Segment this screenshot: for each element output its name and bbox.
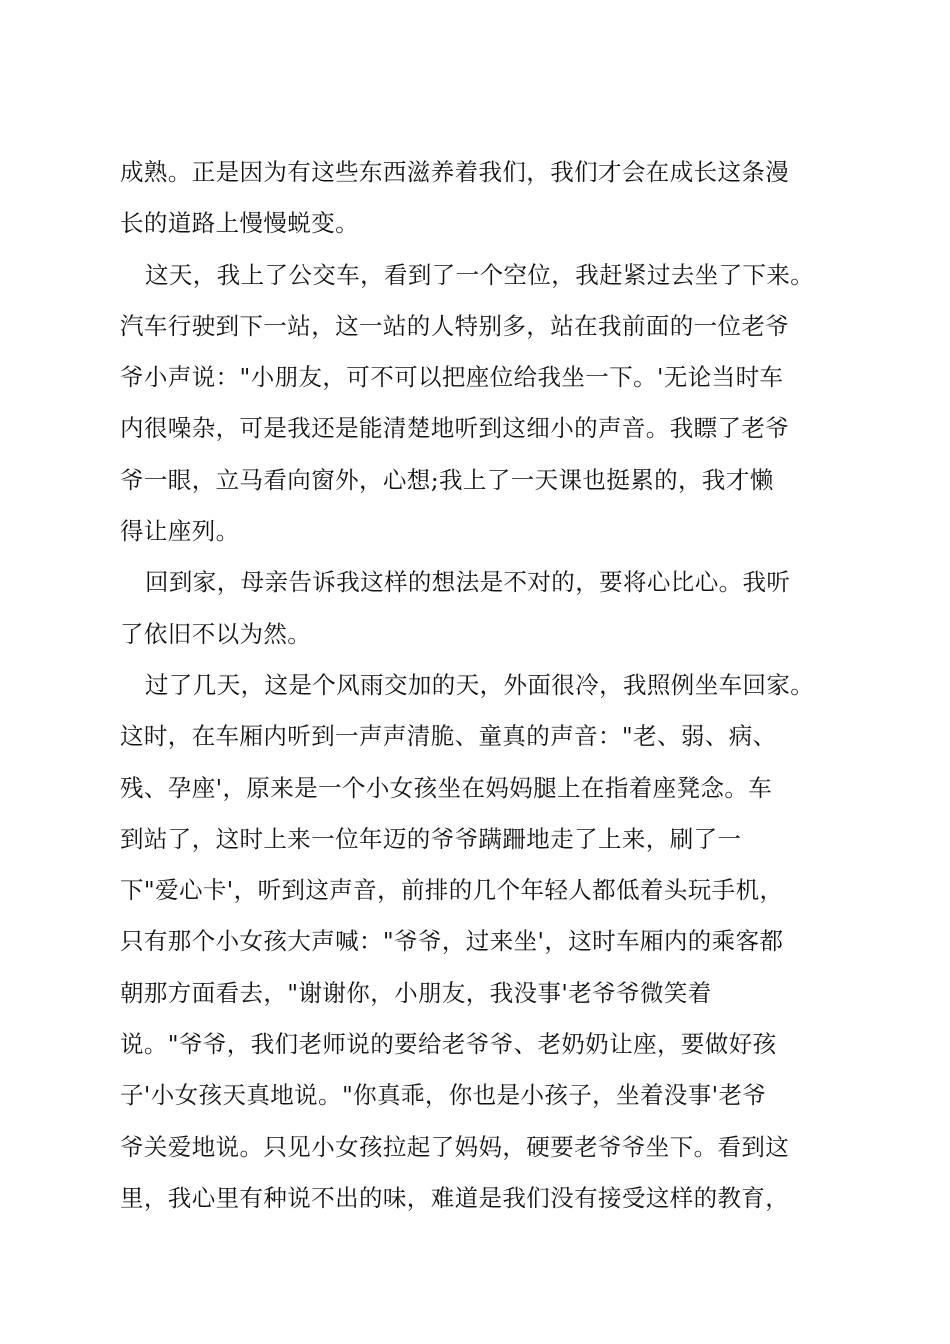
text-line: 了依旧不以为然。 <box>120 619 312 648</box>
text-line: 到站了，这时上来一位年迈的爷爷蹒跚地走了上来，刷了一 <box>120 824 742 853</box>
text-line: 只有那个小女孩大声喊："爷爷，过来坐'，这时车厢内的乘客都 <box>120 927 784 956</box>
text-line: 里，我心里有种说不出的味，难道是我们没有接受这样的教育， <box>120 1183 790 1212</box>
text-line: 这天，我上了公交车，看到了一个空位，我赶紧过去坐了下来。 <box>145 260 815 289</box>
text-line: 爷一眼，立马看向窗外，心想;我上了一天课也挺累的，我才懒 <box>120 465 774 494</box>
text-line: 子'小女孩天真地说。"你真乖，你也是小孩子，坐着没事'老爷 <box>120 1081 767 1110</box>
text-line: 这时，在车厢内听到一声声清脆、童真的声音："老、弱、病、 <box>120 722 777 751</box>
text-line: 得让座列。 <box>120 517 240 546</box>
text-line: 残、孕座'，原来是一个小女孩坐在妈妈腿上在指着座凳念。车 <box>120 773 773 802</box>
text-line: 长的道路上慢慢蜕变。 <box>120 209 359 238</box>
text-line: 内很噪杂，可是我还是能清楚地听到这细小的声音。我瞟了老爷 <box>120 414 790 443</box>
text-line: 朝那方面看去，"谢谢你，小朋友，我没事'老爷爷微笑着 <box>120 978 712 1007</box>
text-line: 爷关爱地说。只见小女孩拉起了妈妈，硬要老爷爷坐下。看到这 <box>120 1132 790 1161</box>
text-line: 说。"爷爷，我们老师说的要给老爷爷、老奶奶让座，要做好孩 <box>120 1030 777 1059</box>
text-line: 下"爱心卡'，听到这声音，前排的几个年轻人都低着头玩手机， <box>120 876 784 905</box>
text-line: 爷小声说："小朋友，可不可以把座位给我坐一下。'无论当时车 <box>120 363 784 392</box>
text-line: 汽车行驶到下一站，这一站的人特别多，站在我前面的一位老爷 <box>120 311 790 340</box>
text-line: 成熟。正是因为有这些东西滋养着我们，我们才会在成长这条漫 <box>120 158 790 186</box>
text-line: 过了几天，这是个风雨交加的天，外面很冷，我照例坐车回家。 <box>145 670 815 699</box>
text-line: 回到家，母亲告诉我这样的想法是不对的，要将心比心。我听 <box>145 568 791 597</box>
text-body <box>120 147 920 1224</box>
